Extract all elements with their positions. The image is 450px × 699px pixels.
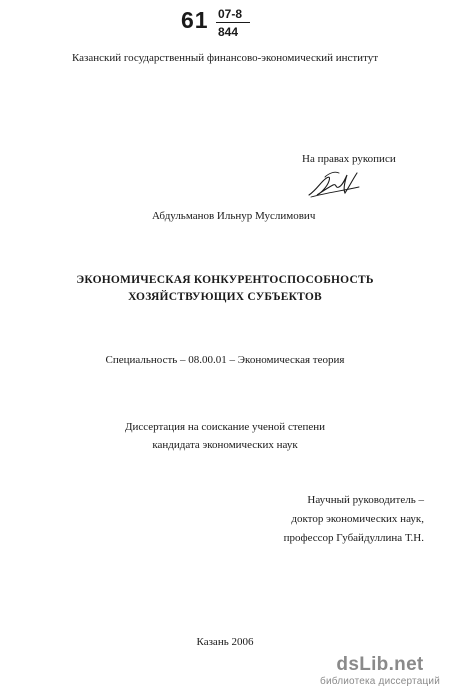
dissertation-title <box>0 272 450 306</box>
degree-line: Диссертация на соискание ученой степени <box>124 421 326 433</box>
scientific-supervisor <box>284 491 424 548</box>
title-line: ХОЗЯЙСТВУЮЩИХ СУБЪЕКТОВ <box>128 291 322 303</box>
degree-line: кандидата экономических наук <box>152 439 298 451</box>
author-name: Абдульманов Ильнур Муслимович <box>152 210 316 222</box>
supervisor-line: профессор Губайдуллина Т.Н. <box>283 532 424 544</box>
institute-name: Казанский государственный финансово-экономический институт <box>71 52 379 64</box>
specialty-line: Специальность – 08.00.01 – Экономическая теория <box>105 354 345 366</box>
supervisor-line: Научный руководитель – <box>307 494 424 506</box>
library-stamp-denominator: 844 <box>218 25 239 39</box>
library-stamp-number: 61 <box>181 7 209 33</box>
title-line: ЭКОНОМИЧЕСКАЯ КОНКУРЕНТОСПОСОБНОСТЬ <box>76 274 374 286</box>
handwritten-signature <box>305 165 365 201</box>
watermark-logo: dsLib.net <box>336 654 424 675</box>
library-stamp-fraction-line <box>216 22 250 23</box>
dslib-watermark <box>320 654 440 688</box>
degree-statement <box>0 418 450 454</box>
supervisor-line: доктор экономических наук, <box>291 513 424 525</box>
watermark-subtitle: библиотека диссертаций <box>320 676 440 687</box>
library-stamp-numerator: 07-8 <box>218 7 243 21</box>
rights-note: На правах рукописи <box>302 153 396 165</box>
city-year: Казань 2006 <box>196 636 254 648</box>
